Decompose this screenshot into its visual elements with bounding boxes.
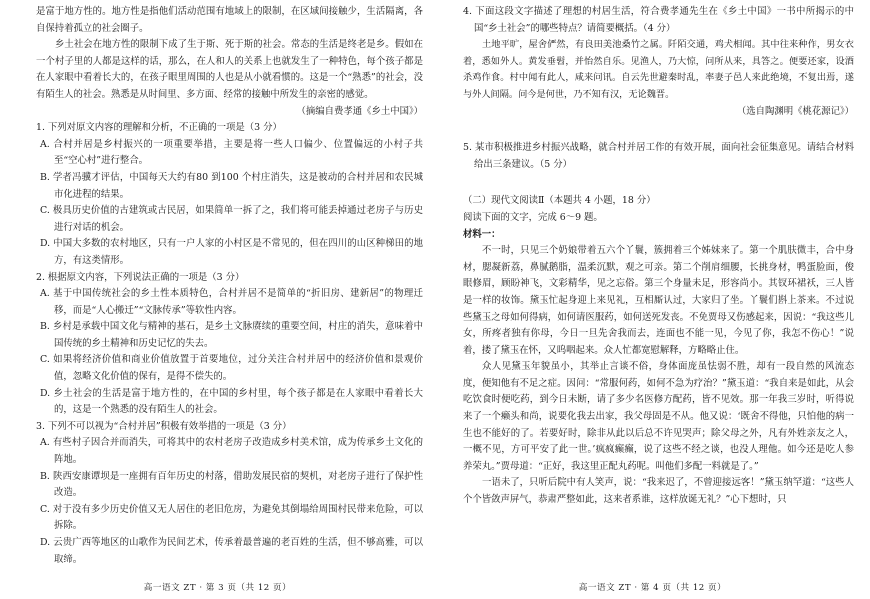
page-footer: 高一语文 ZT · 第 4 页（共 12 页） (578, 583, 727, 593)
question-2-option-a: A. 基于中国传统社会的乡土性本质特色，合村并居不是简单的“折旧房、建新居”的物理迁移，而是“人心搬迁”“文脉传承”等软性内容。 (40, 288, 423, 316)
question-3-option-c: C. 对于没有多少历史价值又无人居住的老旧危房，为避免其倒塌给周围村民带来危险，可以拆除。 (40, 503, 423, 532)
body-paragraph: 乡土社会在地方性的限制下成了生于斯、死于斯的社会。常态的生活是终老是乡。假如在一个村子里的人都是这样的话，那么，在人和人的关系上也就发生了一种特色，每个孩子都是在人家眼中看着长大的，在孩子眼里周围的人也是从小就看惯的。这是一个“熟悉”的社会，没有陌生人的社会。熟悉是从时间里、多方面、经常的接触中所发生的亲密的感觉。 (36, 39, 423, 100)
question-1-option-c: C. 极具历史价值的古建筑或古民居，如果简单一拆了之，我们将可能丢掉通过老房子与历史进行对话的机会。 (40, 205, 423, 233)
question-1-option-d: D. 中国大多数的农村地区，只有一户人家的小村区是不常见的，但在四川的山区种梯田的地方，有这类情形。 (40, 238, 423, 266)
quoted-passage: 土地平旷，屋舍俨然，有良田美池桑竹之属。阡陌交通，鸡犬相闻。其中往来种作，男女衣着，悉如外人。黄发垂髫，并怡然自乐。见渔人，乃大惊，问所从来，具答之。便要还家，设酒杀鸡作食。村中闻有此人，咸来问讯。自云先世避秦时乱，率妻子邑人来此绝境，不复出焉，遂与外人间隔。问今是何世，乃不知有汉，无论魏晋。 (463, 39, 854, 100)
material-paragraph-3: 一语未了，只听后院中有人笑声，说：“我来迟了，不曾迎接远客！”黛玉纳罕道：“这些人个个皆敛声屏气，恭肃严整如此，这来者系谁，这样放诞无礼？”心下想时，只 (463, 477, 854, 506)
question-3-option-a: A. 有些村子因合并而消失，可将其中的农村老房子改造成乡村美术馆，成为传承乡土文化的阵地。 (40, 437, 423, 466)
question-3-option-d: D. 云贵广西等地区的山歌作为民间艺术，传承着最普遍的老百姓的生活，但不够高雅，可以取缔。 (40, 537, 423, 565)
question-3-option-b: B. 陕西安康谭坝是一座拥有百年历史的村落，借助发展民宿的契机，对老房子进行了保护性改造。 (40, 470, 423, 499)
material-paragraph-2: 众人见黛玉年貌虽小，其举止言谈不俗，身体面庞虽怯弱不胜，却有一段自然的风流态度，便知他有不足之症。因问：“常服何药，如何不急为疗治？”黛玉道：“我自来是如此，从会吃饮食时便吃药，到今日未断，请了多少名医修方配药，皆不见效。那一年我三岁时，听得说来了一个癞头和尚，说要化我去出家，我父母固是不从。他又说：‘既舍不得他，只怕他的病一生也不能好的了。若要好时，除非从此以后总不许见哭声；除父母之外，凡有外姓亲友之人，一概不见，方可平安了此一世。’疯疯癫癫，说了这些不经之谈，也没人理他。如今还是吃人参养荣丸。”贾母道：“正好，我这里正配丸药呢。叫他们多配一料就是了。” (463, 361, 854, 472)
material-label: 材料一： (463, 228, 501, 240)
question-1: 1. 下列对原文内容的理解和分析，不正确的一项是（3 分） (36, 122, 282, 134)
question-2-option-c: C. 如果将经济价值和商业价值放置于首要地位，过分关注合村并居中的经济价值和景观价值，忽略文化价值的保有，是得不偿失的。 (40, 354, 423, 383)
question-2-option-b: B. 乡村是承载中国文化与精神的基石，是乡土文脉赓续的重要空间，村庄的消失，意味着中国传统的乡土精神和历史记忆的失去。 (40, 321, 423, 349)
page-footer: 高一语文 ZT · 第 3 页（共 12 页） (143, 583, 292, 593)
quote-source: （选自陶渊明《桃花源记》） (736, 105, 854, 117)
question-1-option-b: B. 学者冯骥才评估，中国每天大约有80 到100 个村庄消失，这是被动的合村并居和农民城市化进程的结果。 (40, 171, 423, 200)
question-5: 5. 某市积极推进乡村振兴战略，就合村并居工作的有效开展，面向社会征集意见。请结合材料给出三条建议。（5 分） (463, 142, 854, 170)
question-1-option-a: A. 合村并居是乡村振兴的一项重要举措，主要是将一些人口偏少、位置偏远的小村子共至“空心村”进行整合。 (40, 138, 423, 167)
section-title: （二）现代文阅读Ⅱ（本题共 4 小题，18 分） (463, 195, 656, 207)
question-2: 2. 根据原文内容，下列说法正确的一项是（3 分） (36, 271, 245, 283)
section-instructions: 阅读下面的文字，完成 6～9 题。 (463, 211, 603, 223)
question-4: 4. 下面这段文字描述了理想的村居生活，符合费孝通先生在《乡土中国》一书中所揭示的中国“乡土社会”的哪些特点？请简要概括。（4 分） (463, 6, 854, 34)
question-3: 3. 下列不可以视为“合村并居”积极有效举措的一项是（3 分） (36, 420, 292, 432)
source-citation: （摘编自费孝通《乡土中国》） (296, 105, 423, 117)
continued-paragraph: 是富于地方性的。地方性是指他们活动范围有地域上的限制，在区域间接触少，生活隔离，各自保持着孤立的社会圈子。 (36, 6, 423, 34)
question-2-option-d: D. 乡土社会的生活是富于地方性的，在中国的乡村里，每个孩子都是在人家眼中看着长大的，这是一个熟悉的没有陌生人的社会。 (40, 387, 423, 416)
right-page (435, 0, 870, 599)
material-paragraph-1: 不一时，只见三个奶娘带着五六个丫鬟，簇拥着三个姊妹来了。第一个肌肤微丰，合中身材，腮凝新荔，鼻腻鹅脂，温柔沉默，观之可亲。第二个削肩细腰，长挑身材，鸭蛋脸面，俊眼修眉，顾盼神飞，文彩精华，见之忘俗。第三个身量未足，形容尚小。其钗环裙袄，三人皆是一样的妆饰。黛玉忙起身迎上来见礼，互相厮认过，大家归了坐。丫鬟们斟上茶来。不过说些黛玉之母如何得病，如何请医服药，如何送死发丧。不免贾母又伤感起来，因说：“我这些儿女，所疼者独有你母，今日一旦先舍我而去，连面也不能一见，今见了你，我怎不伤心！”说着，搂了黛玉在怀，又呜咽起来。众人忙都宽慰解释，方略略止住。 (463, 245, 854, 356)
